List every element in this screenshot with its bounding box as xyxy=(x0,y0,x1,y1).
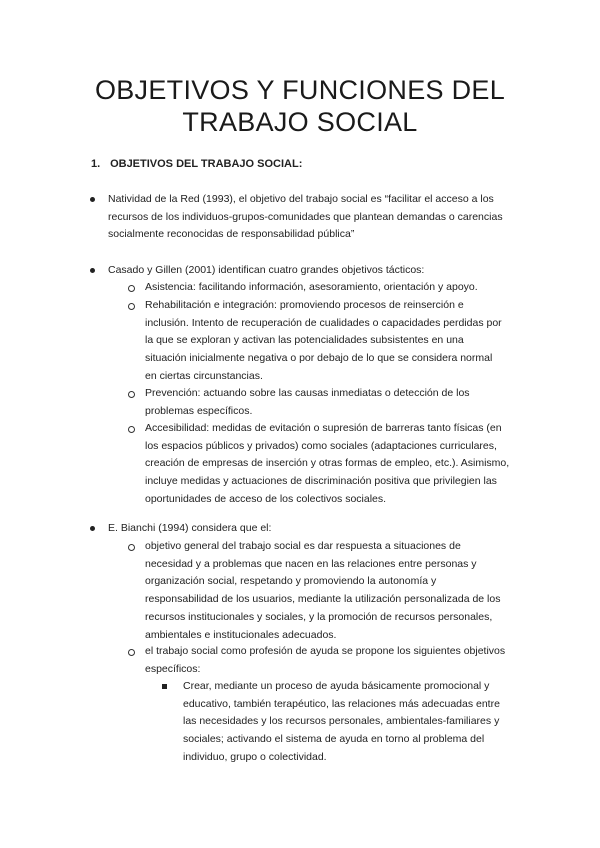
text-line: situación inicialmente negativa o por debajo de lo que se considera normal xyxy=(145,352,493,365)
text-line: individuo, grupo o colectividad. xyxy=(183,750,327,763)
bullet-1-paragraph xyxy=(108,191,528,244)
text-line: Accesibilidad: medidas de evitación o supresión de barreras tanto físicas (en xyxy=(145,422,502,434)
text-line: socialmente reconocidas de responsabilidad pública” xyxy=(108,228,355,241)
bullet-3-sub-2 xyxy=(145,643,535,678)
bullet-2-sub-4 xyxy=(145,420,535,509)
text-line: creación de empresas de inserción y otras formas de empleo, etc.). Asimismo, xyxy=(145,457,510,470)
text-line: organización social, respetando y promoviendo la autonomía y xyxy=(145,575,437,588)
text-line: Crear, mediante un proceso de ayuda básicamente promocional y xyxy=(183,680,490,692)
document-title xyxy=(60,74,540,138)
title-line-2: TRABAJO SOCIAL xyxy=(182,107,418,137)
text-line: en ciertas circunstancias. xyxy=(145,369,263,382)
text-line: problemas específicos. xyxy=(145,404,253,417)
text-line: educativo, también terapéutico, las relaciones más adecuadas entre xyxy=(183,697,500,710)
text-line: oportunidades de acceso de los colectivos sociales. xyxy=(145,492,387,505)
text-line: sociales; activando el sistema de ayuda en torno al problema del xyxy=(183,733,485,746)
bullet-3-intro: E. Bianchi (1994) considera que el: xyxy=(108,522,272,534)
text-line: recursos institucionales y sociales, y la promoción de recursos personales, xyxy=(145,610,493,623)
text-line: la que se exploran y activan las potencialidades subsistentes en una xyxy=(145,334,464,347)
bullet-3-subsub-1 xyxy=(183,678,523,767)
text-line: incluye medidas y actuaciones de discriminación positiva que privilegien las xyxy=(145,475,497,488)
text-line: responsabilidad de los usuarios, mediante la utilización personalizada de los xyxy=(145,593,501,606)
text-line: los espacios públicos y privados) como sociales (adaptaciones curriculares, xyxy=(145,439,497,452)
bullet-2-sub-2 xyxy=(145,297,535,386)
text-line: objetivo general del trabajo social es dar respuesta a situaciones de xyxy=(145,540,461,552)
text-line: Prevención: actuando sobre las causas inmediatas o detección de los xyxy=(145,387,470,399)
text-line: Rehabilitación e integración: promoviendo procesos de reinserción e xyxy=(145,299,464,311)
text-line: Natividad de la Red (1993), el objetivo del trabajo social es “facilitar el acceso a los xyxy=(108,193,494,205)
text-line: recursos de los individuos-grupos-comunidades que plantean demandas o carencias xyxy=(108,210,503,223)
bullet-2-intro: Casado y Gillen (2001) identifican cuatro grandes objetivos tácticos: xyxy=(108,264,425,276)
section-number: 1. xyxy=(91,158,101,170)
text-line: específicos: xyxy=(145,662,201,675)
text-line: Asistencia: facilitando información, asesoramiento, orientación y apoyo. xyxy=(145,281,478,293)
text-line: el trabajo social como profesión de ayuda se propone los siguientes objetivos xyxy=(145,645,506,657)
section-heading-text: OBJETIVOS DEL TRABAJO SOCIAL: xyxy=(110,158,303,170)
section-heading xyxy=(91,156,302,172)
text-line: las necesidades y los recursos personales, ambientales-familiares y xyxy=(183,715,500,728)
bullet-2-sub-3 xyxy=(145,385,535,420)
text-line: ambientales e institucionales adecuados. xyxy=(145,628,337,641)
bullet-2-sub-1 xyxy=(145,279,535,297)
text-line: inclusión. Intento de recuperación de cualidades o capacidades perdidas por xyxy=(145,316,502,329)
text-line: necesidad y a problemas que nacen en las relaciones entre personas y xyxy=(145,557,477,570)
bullet-3-sub-1 xyxy=(145,538,535,644)
title-line-1: OBJETIVOS Y FUNCIONES DEL xyxy=(94,75,506,105)
